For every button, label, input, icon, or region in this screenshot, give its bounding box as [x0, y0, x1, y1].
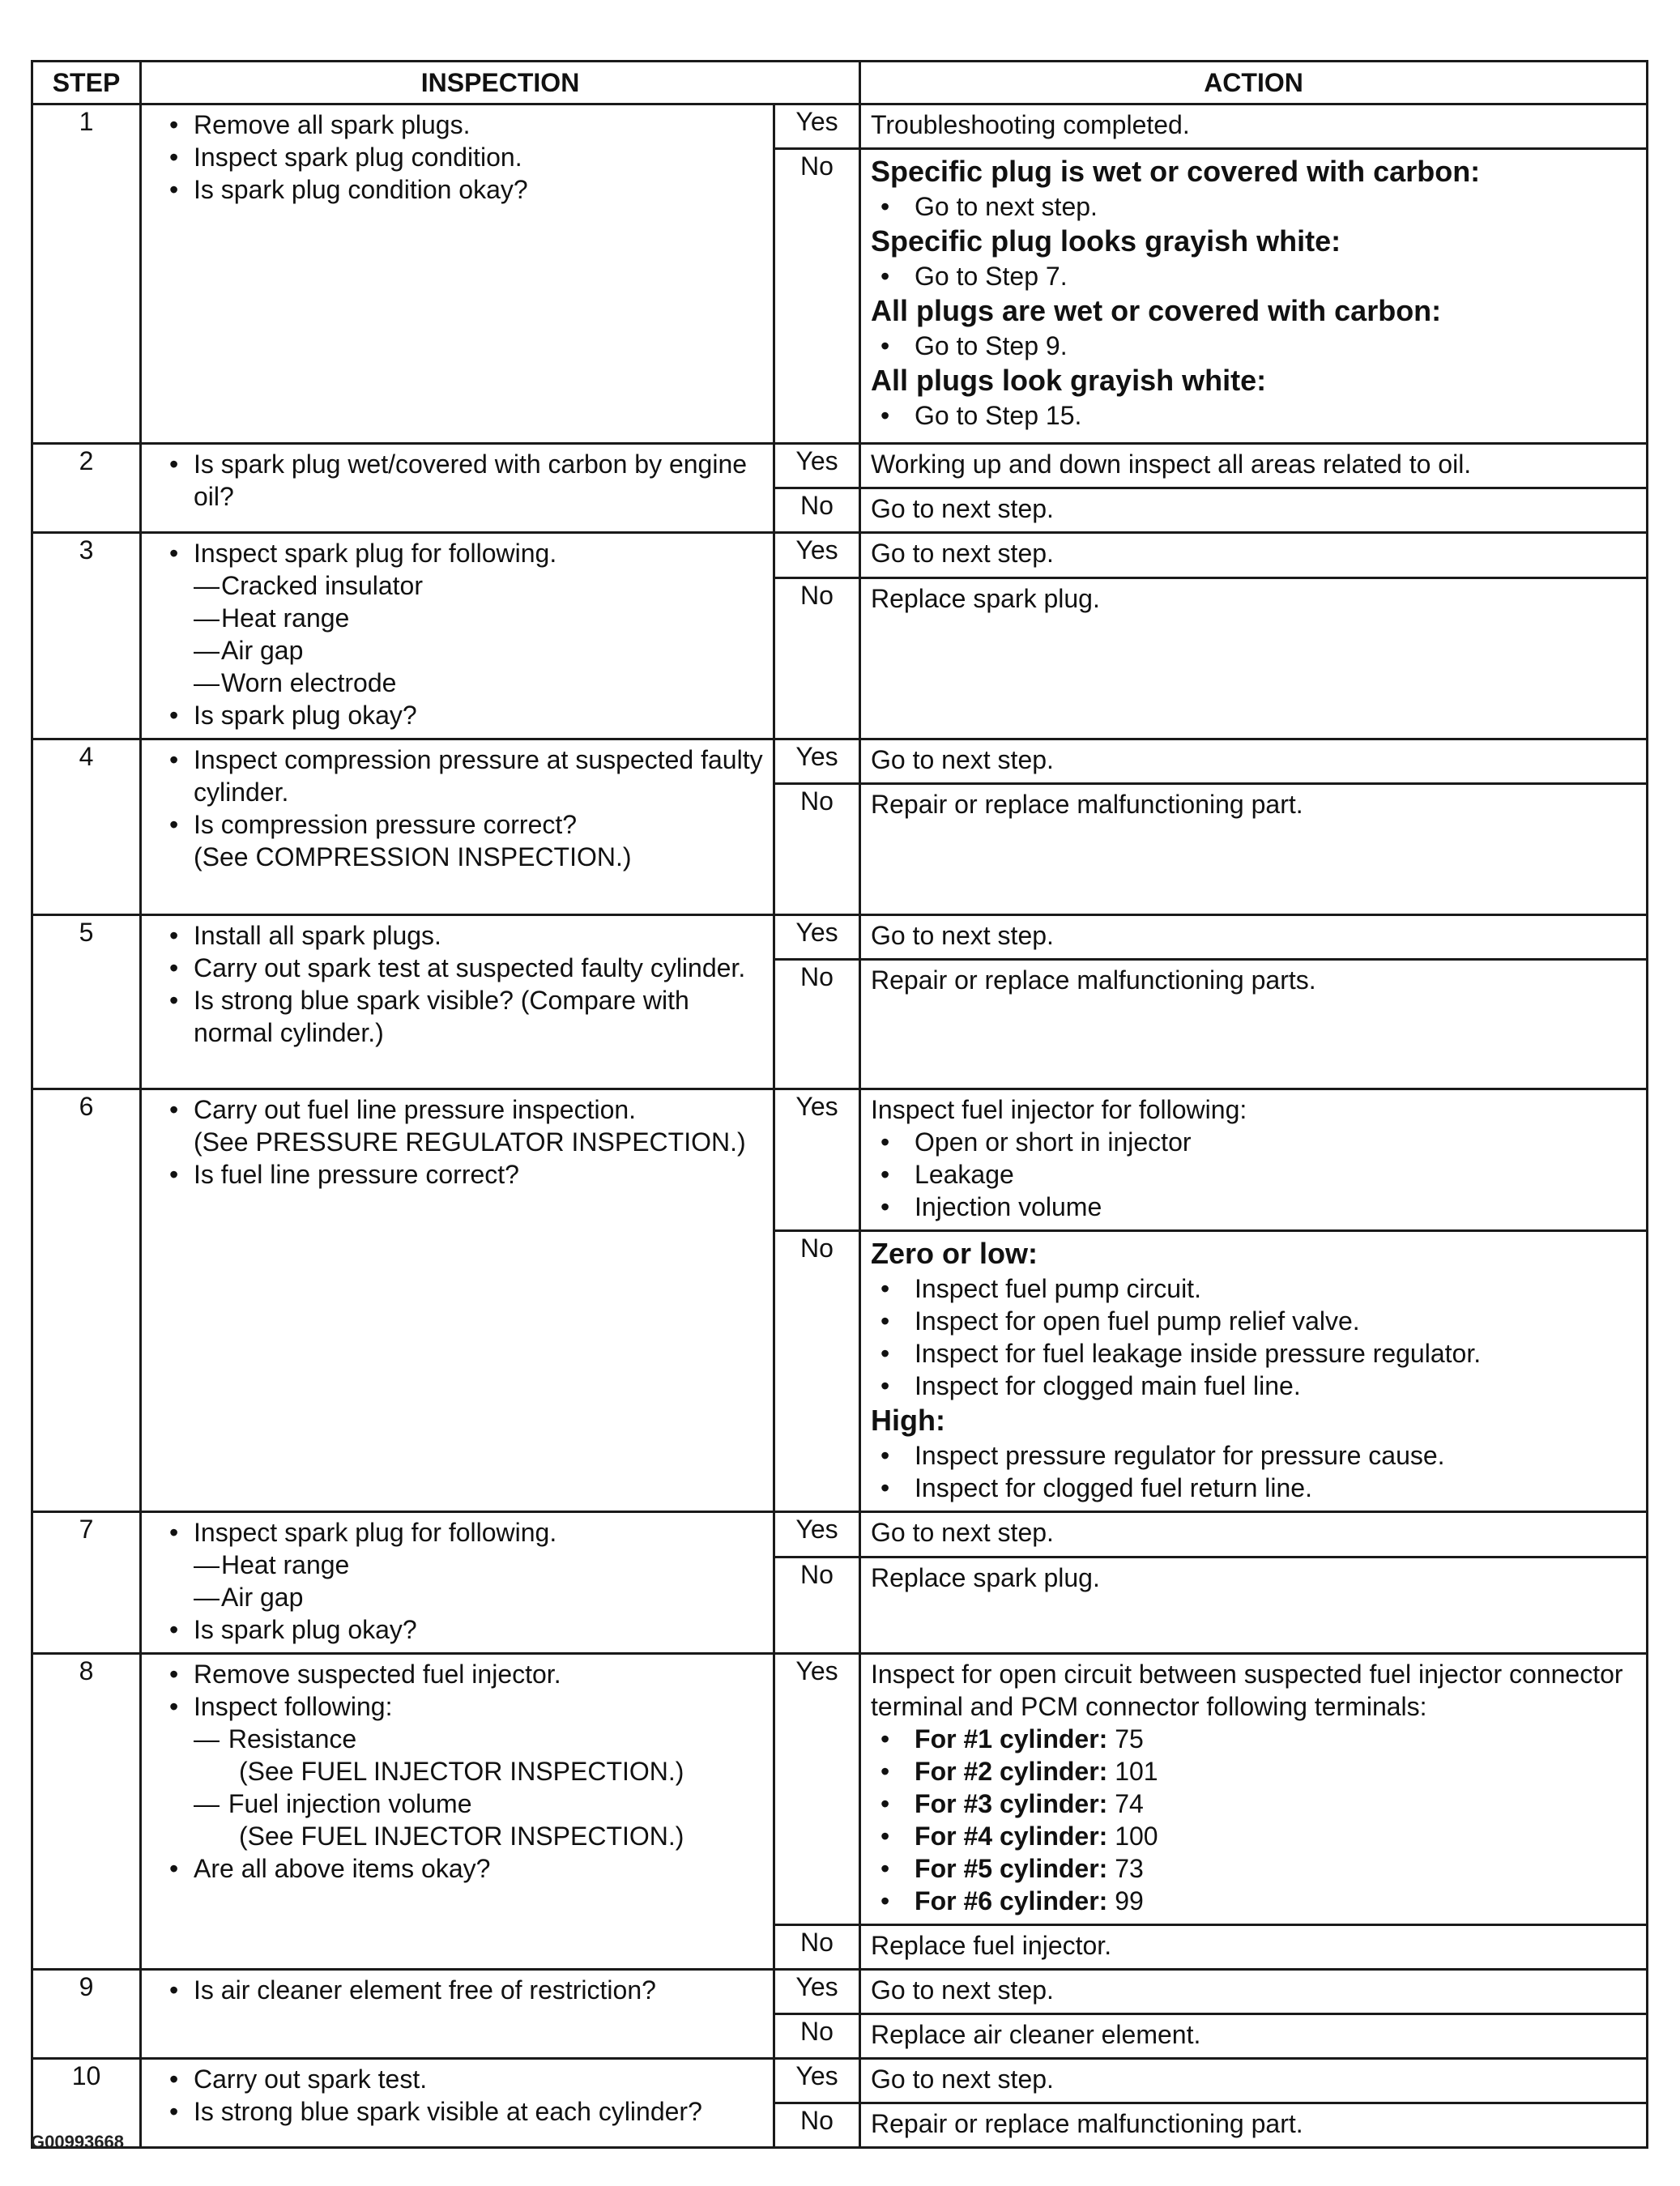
inspection-item [164, 808, 763, 873]
no-label: No [774, 488, 860, 533]
cylinder-terminal [871, 1820, 1636, 1852]
cylinder-terminal [871, 1788, 1636, 1820]
no-action: Replace spark plug. [860, 577, 1648, 739]
inspection-subitem: — Worn electrode [194, 667, 763, 699]
cylinder-label: For #3 cylinder: [915, 1789, 1108, 1818]
inspection-item: • Is spark plug okay? [164, 699, 763, 731]
no-label: No [774, 577, 860, 739]
cylinder-terminal [871, 1852, 1636, 1885]
inspection-subitem: — Heat range [194, 1549, 763, 1581]
yes-label: Yes [774, 1512, 860, 1557]
inspection-reference: (See PRESSURE REGULATOR INSPECTION.) [194, 1127, 746, 1157]
step-number: 4 [32, 739, 141, 915]
no-label: No [774, 1557, 860, 1653]
yes-action: Working up and down inspect all areas related to oil. [860, 444, 1648, 488]
inspection-reference: (See FUEL INJECTOR INSPECTION.) [239, 1757, 684, 1786]
step-number: 5 [32, 915, 141, 1089]
step-row [32, 533, 1648, 578]
inspection-cell [141, 444, 774, 533]
inspection-cell [141, 1654, 774, 1970]
action-item: • Go to next step. [871, 190, 1636, 223]
step-row [32, 1512, 1648, 1557]
inspection-cell [141, 533, 774, 739]
cylinder-label: For #2 cylinder: [915, 1757, 1108, 1786]
inspection-subitem-text: Fuel injection volume [228, 1789, 472, 1818]
inspection-item [164, 1093, 763, 1158]
yes-action: Troubleshooting completed. [860, 104, 1648, 149]
inspection-cell [141, 104, 774, 444]
action-item: • Inspect for fuel leakage inside pressure regulator. [871, 1337, 1636, 1370]
action-text: Inspect for open circuit between suspected fuel injector connector terminal and PCM connector following terminals: [871, 1660, 1623, 1721]
cylinder-label: For #1 cylinder: [915, 1724, 1108, 1753]
inspection-subitem: — Air gap [194, 1581, 763, 1613]
no-label: No [774, 784, 860, 915]
cylinder-label: For #5 cylinder: [915, 1854, 1108, 1883]
inspection-item: • Inspect spark plug condition. [164, 141, 763, 173]
no-action: Replace fuel injector. [860, 1925, 1648, 1970]
inspection-text: Is compression pressure correct? [194, 810, 578, 839]
action-item: • Leakage [871, 1158, 1636, 1191]
no-action [860, 149, 1648, 444]
step-row [32, 1089, 1648, 1231]
no-label: No [774, 149, 860, 444]
action-item: • Inspect for open fuel pump relief valve. [871, 1305, 1636, 1337]
no-label: No [774, 2014, 860, 2059]
action-item: • Inspect for clogged fuel return line. [871, 1472, 1636, 1504]
inspection-text: Inspect following: [194, 1692, 393, 1721]
inspection-item: • Carry out spark test. [164, 2063, 763, 2095]
step-row [32, 739, 1648, 784]
header-inspection: INSPECTION [141, 62, 860, 104]
terminal-number: 75 [1115, 1724, 1144, 1753]
inspection-item: • Remove all spark plugs. [164, 109, 763, 141]
diagnostic-table [31, 60, 1648, 2149]
cylinder-terminal [871, 1885, 1636, 1917]
action-heading: Specific plug looks grayish white: [871, 224, 1341, 258]
inspection-item: • Is spark plug okay? [164, 1613, 763, 1646]
inspection-cell [141, 2059, 774, 2148]
step-row [32, 1970, 1648, 2014]
action-item: • Go to Step 15. [871, 399, 1636, 432]
cylinder-terminal [871, 1723, 1636, 1755]
action-item: • Open or short in injector [871, 1126, 1636, 1158]
inspection-item [164, 1516, 763, 1613]
yes-label: Yes [774, 444, 860, 488]
inspection-item: • Is spark plug wet/covered with carbon by engine oil? [164, 448, 763, 513]
inspection-cell [141, 915, 774, 1089]
no-action: Repair or replace malfunctioning part. [860, 784, 1648, 915]
terminal-number: 101 [1115, 1757, 1158, 1786]
inspection-cell [141, 1970, 774, 2059]
terminal-number: 74 [1115, 1789, 1144, 1818]
no-label: No [774, 1925, 860, 1970]
figure-code: G00993668 [31, 2132, 124, 2152]
inspection-subitem [194, 1723, 763, 1788]
inspection-subitem-text: Resistance [228, 1724, 357, 1753]
yes-label: Yes [774, 1089, 860, 1231]
action-item: • Go to Step 9. [871, 330, 1636, 362]
yes-label: Yes [774, 739, 860, 784]
inspection-item [164, 1690, 763, 1852]
inspection-item: • Is strong blue spark visible at each cylinder? [164, 2095, 763, 2128]
no-action: Repair or replace malfunctioning part. [860, 2103, 1648, 2148]
action-heading: All plugs are wet or covered with carbon: [871, 294, 1442, 327]
inspection-item: • Carry out spark test at suspected faulty cylinder. [164, 952, 763, 984]
step-number: 7 [32, 1512, 141, 1654]
yes-action [860, 1089, 1648, 1231]
inspection-item: • Is fuel line pressure correct? [164, 1158, 763, 1191]
cylinder-label: For #4 cylinder: [915, 1822, 1108, 1851]
inspection-cell [141, 739, 774, 915]
yes-action: Go to next step. [860, 2059, 1648, 2103]
action-text: Inspect fuel injector for following: [871, 1095, 1247, 1124]
terminal-number: 73 [1115, 1854, 1144, 1883]
step-row [32, 444, 1648, 488]
inspection-subitem [194, 1788, 763, 1852]
action-item: • Inspect pressure regulator for pressure cause. [871, 1439, 1636, 1472]
header-row [32, 62, 1648, 104]
no-action [860, 1231, 1648, 1512]
no-label: No [774, 960, 860, 1089]
yes-label: Yes [774, 533, 860, 578]
inspection-subitem: — Air gap [194, 634, 763, 667]
inspection-item [164, 537, 763, 699]
action-heading: Specific plug is wet or covered with carbon: [871, 155, 1481, 188]
step-number: 3 [32, 533, 141, 739]
step-number: 6 [32, 1089, 141, 1512]
header-step: STEP [32, 62, 141, 104]
inspection-item: • Install all spark plugs. [164, 919, 763, 952]
inspection-reference: (See FUEL INJECTOR INSPECTION.) [239, 1822, 684, 1851]
action-item: • Inspect fuel pump circuit. [871, 1272, 1636, 1305]
step-row [32, 104, 1648, 149]
no-action: Replace spark plug. [860, 1557, 1648, 1653]
cylinder-label: For #6 cylinder: [915, 1886, 1108, 1915]
step-row [32, 2059, 1648, 2103]
action-heading: High: [871, 1404, 945, 1437]
step-number: 10 [32, 2059, 141, 2148]
action-item: • Inspect for clogged main fuel line. [871, 1370, 1636, 1402]
action-item: • Go to Step 7. [871, 260, 1636, 292]
step-row [32, 1654, 1648, 1925]
inspection-subitem: — Heat range [194, 602, 763, 634]
inspection-item: • Remove suspected fuel injector. [164, 1658, 763, 1690]
action-heading: Zero or low: [871, 1237, 1038, 1270]
no-action: Go to next step. [860, 488, 1648, 533]
yes-action [860, 1654, 1648, 1925]
inspection-item: • Is air cleaner element free of restriction? [164, 1974, 763, 2006]
inspection-item: • Is spark plug condition okay? [164, 173, 763, 206]
inspection-text: Inspect spark plug for following. [194, 1518, 557, 1547]
step-number: 1 [32, 104, 141, 444]
yes-label: Yes [774, 1654, 860, 1925]
no-label: No [774, 1231, 860, 1512]
inspection-cell [141, 1512, 774, 1654]
inspection-cell [141, 1089, 774, 1512]
terminal-number: 99 [1115, 1886, 1144, 1915]
inspection-subitem: — Cracked insulator [194, 569, 763, 602]
no-label: No [774, 2103, 860, 2148]
action-heading: All plugs look grayish white: [871, 364, 1267, 397]
action-item: • Injection volume [871, 1191, 1636, 1223]
yes-label: Yes [774, 915, 860, 960]
step-row [32, 915, 1648, 960]
yes-action: Go to next step. [860, 739, 1648, 784]
step-number: 9 [32, 1970, 141, 2059]
yes-action: Go to next step. [860, 533, 1648, 578]
yes-label: Yes [774, 2059, 860, 2103]
yes-action: Go to next step. [860, 1512, 1648, 1557]
no-action: Repair or replace malfunctioning parts. [860, 960, 1648, 1089]
yes-label: Yes [774, 1970, 860, 2014]
inspection-text: Carry out fuel line pressure inspection. [194, 1095, 637, 1124]
cylinder-terminal [871, 1755, 1636, 1788]
no-action: Replace air cleaner element. [860, 2014, 1648, 2059]
inspection-text: Inspect spark plug for following. [194, 539, 557, 568]
yes-action: Go to next step. [860, 1970, 1648, 2014]
step-number: 8 [32, 1654, 141, 1970]
inspection-item: • Are all above items okay? [164, 1852, 763, 1885]
terminal-number: 100 [1115, 1822, 1158, 1851]
step-number: 2 [32, 444, 141, 533]
inspection-item: • Is strong blue spark visible? (Compare with normal cylinder.) [164, 984, 763, 1049]
yes-label: Yes [774, 104, 860, 149]
yes-action: Go to next step. [860, 915, 1648, 960]
inspection-reference: (See COMPRESSION INSPECTION.) [194, 842, 632, 871]
header-action: ACTION [860, 62, 1648, 104]
inspection-item: • Inspect compression pressure at suspected faulty cylinder. [164, 744, 763, 808]
